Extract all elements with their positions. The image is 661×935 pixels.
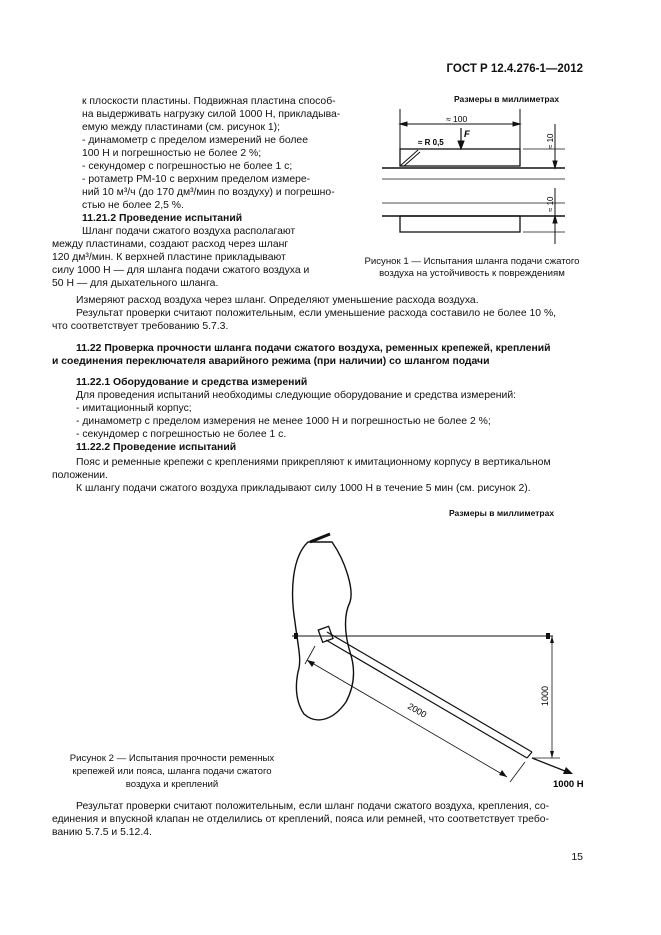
sub1-line-4: - секундомер с погрешностью не более 1 с.	[76, 429, 287, 440]
section-11-22-heading-line-1: 11.22 Проверка прочности шланга подачи сжатого воздуха, ременных крепежей, креплений	[76, 343, 551, 354]
page-number: 15	[571, 851, 583, 863]
left-col-line-14: силу 1000 Н — для шланга подачи сжатого воздуха и	[52, 265, 310, 276]
left-col-line-6: - секундомер с погрешностью не более 1 с;	[82, 161, 293, 172]
subsection-11-22-2-title: 11.22.2 Проведение испытаний	[76, 442, 237, 453]
figure2-diagram	[270, 522, 590, 790]
body-line-requirement: что соответствует требованию 5.7.3.	[52, 321, 229, 332]
left-col-line-5: 100 Н и погрешностью не более 2 %;	[82, 148, 262, 159]
figure2-length-dim: 2000	[406, 701, 429, 720]
left-col-line-2: на выдерживать нагрузку силой 1000 Н, прикладыва-	[82, 109, 341, 120]
figure1-top-dim: ≈ 10	[546, 133, 555, 149]
sub2-line-1: Пояс и ременные крепежи с креплениями прикрепляют к имитационному корпусу в вертикальном	[76, 457, 551, 468]
figure2-height-dim: 1000	[540, 685, 550, 706]
figure1-bottom-dim: ≈ 10	[546, 196, 555, 212]
left-col-line-15: 50 Н — для дыхательного шланга.	[52, 278, 219, 289]
left-col-line-3: емую между пластинами (см. рисунок 1);	[82, 122, 281, 133]
sub2-line-2: положении.	[52, 470, 108, 481]
figure2-caption-line-2: крепежей или пояса, шланга подачи сжатого	[72, 766, 272, 777]
left-col-line-13: 120 дм³/мин. К верхней пластине прикладывают	[52, 252, 286, 263]
left-col-line-4: - динамометр с пределом измерений не более	[82, 135, 308, 146]
figure1-width-dim: ≈ 100	[446, 114, 468, 124]
figure1-diagram	[360, 104, 590, 259]
section-11-22-heading-line-2: и соединения переключателя аварийного режима (при наличии) со шлангом подачи	[52, 356, 490, 367]
figure1-radius-dim: ≈ R 0,5	[418, 138, 444, 147]
figure1-caption-line-2: воздуха на устойчивость к повреждениям	[379, 268, 565, 279]
figure2-units-label: Размеры в миллиметрах	[449, 508, 555, 518]
final-line-1: Результат проверки считают положительным, если шланг подачи сжатого воздуха, крепления, со-	[76, 801, 550, 812]
sub1-line-1: Для проведения испытаний необходимы следующие оборудование и средства измерений:	[76, 390, 517, 401]
figure2-caption-line-1: Рисунок 2 — Испытания прочности ременных	[69, 753, 275, 764]
final-line-2: единения и впускной клапан не отделились от креплений, пояса или ремней, что соответствует требо-	[52, 814, 550, 825]
figure1-caption-line-1: Рисунок 1 — Испытания шланга подачи сжатого	[364, 256, 580, 267]
sub1-line-3: - динамометр с пределом измерения не менее 1000 Н и погрешностью не более 2 %;	[76, 416, 491, 427]
left-col-line-9: стью не более 2,5 %.	[82, 200, 184, 211]
sub1-line-2: - имитационный корпус;	[76, 403, 192, 414]
figure2-caption-line-3: воздуха и креплений	[125, 779, 219, 790]
body-line-measure: Измеряют расход воздуха через шланг. Определяют уменьшение расхода воздуха.	[76, 295, 479, 306]
left-col-line-7: - ротаметр РМ-10 с верхним пределом измере-	[82, 174, 311, 185]
left-col-line-1: к плоскости пластины. Подвижная пластина способ-	[82, 96, 336, 107]
sub2-line-3: К шлангу подачи сжатого воздуха прикладывают силу 1000 Н в течение 5 мин (см. рисунок 2).	[76, 483, 531, 494]
subsection-11-21-2-title: 11.21.2 Проведение испытаний	[82, 213, 243, 224]
figure2-force-label: 1000 Н	[553, 779, 584, 790]
document-code: ГОСТ Р 12.4.276-1—2012	[446, 63, 583, 75]
left-col-line-11: Шланг подачи сжатого воздуха располагают	[82, 226, 296, 237]
body-line-result: Результат проверки считают положительным, если уменьшение расхода составило не более 10 %,	[76, 308, 557, 319]
left-col-line-8: ний 10 м³/ч (до 170 дм³/мин по воздуху) и погрешно-	[82, 187, 335, 198]
figure1-units-label: Размеры в миллиметрах	[454, 94, 560, 104]
figure1-force-label: F	[464, 129, 470, 140]
left-col-line-12: между пластинами, создают расход через шланг	[52, 239, 289, 250]
final-line-3: ванию 5.7.5 и 5.12.4.	[52, 827, 152, 838]
subsection-11-22-1-title: 11.22.1 Оборудование и средства измерений	[76, 377, 308, 388]
